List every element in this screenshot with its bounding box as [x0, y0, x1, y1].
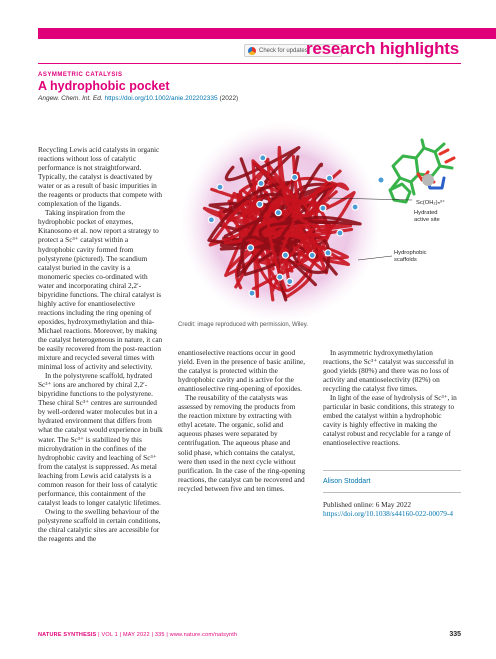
water-dot — [217, 184, 223, 190]
citation — [38, 95, 238, 102]
divider — [323, 492, 461, 493]
water-dot — [248, 245, 254, 251]
paragraph: Recycling Lewis acid catalysts in organic reactions without loss of catalytic performance is not straightforward. Typically, the catalyst is deactivated by water or as a result of basic impurities in the reagents or products that compete with complexation of the ligands. — [38, 145, 163, 209]
header-color-bar — [38, 28, 496, 39]
water-dot — [352, 204, 358, 210]
water-dot — [325, 250, 331, 256]
catalyst-illustration — [178, 118, 461, 331]
body-column-2 — [178, 348, 306, 493]
paragraph: In light of the ease of hydrolysis of Sc³⁺, in particular in basic conditions, this strategy to embed the catalyst within a hydrophobic cavity is highly effective in making the catalyst robust and recyclable for a range of enantioselective reactions. — [323, 393, 457, 448]
citation-journal: Angew. Chem. Int. Ed. — [38, 95, 103, 102]
water-dot — [326, 175, 332, 181]
crossmark-icon — [248, 47, 256, 55]
body-column-3 — [323, 348, 461, 448]
water-dot — [320, 205, 326, 211]
footer-details: | VOL 1 | MAY 2022 | 335 | www.nature.com/natsynth — [96, 632, 238, 638]
body-column-1 — [38, 145, 163, 543]
water-dot — [260, 155, 266, 161]
check-for-updates-label: Check for updates — [259, 47, 308, 54]
free-water-dot — [378, 177, 384, 183]
water-dot — [277, 274, 283, 280]
paragraph: enantioselective reactions occur in good yield. Even in the presence of basic aniline, the catalyst is protected within the hydrophobic cavity and is active for the enantioselective ring-opening of epoxides. — [178, 348, 306, 394]
water-dot — [282, 252, 288, 258]
citation-doi-link[interactable]: https://doi.org/10.1002/anie.202202335 — [104, 95, 218, 102]
water-dot — [249, 290, 255, 296]
scandium-complex — [390, 140, 454, 202]
paragraph: Taking inspiration from the hydrophobic pocket of enzymes, Kitanosono et al. now report a strategy to protect a Sc³⁺ catalyst within a hydrophobic cavity formed from polystyrene (pictured). The scandium catalyst buried in the cavity is a monomeric species co-ordinated with water and incorporating chiral 2,2ʹ-bipyridine functions. The chiral catalyst is highly active for enantioselective reactions including the ring opening of epoxides, hydroxymethylation and thia-Michael reactions. Moreover, by making the catalyst heterogeneous in nature, it can be easily recovered from the post-reaction mixture and recycled several times with minimal loss of activity and selectivity. — [38, 208, 163, 372]
active-site-label-2: active site — [414, 217, 440, 223]
complex-label: Sc(OH₂)ₙ³⁺ — [416, 200, 445, 206]
active-site-label-1: Hydrated — [414, 210, 438, 216]
scaffold-label-2: scaffolds — [394, 257, 417, 263]
article-title: A hydrophobic pocket — [38, 79, 170, 93]
paragraph: Owing to the swelling behaviour of the polystyrene scaffold in certain conditions, the chiral catalytic sites are accessible for the reagents and the — [38, 506, 161, 544]
figure-credit: Credit: image reproduced with permission, Wiley. — [178, 322, 308, 328]
page-footer — [38, 632, 237, 638]
water-dot — [337, 230, 343, 236]
divider — [323, 470, 461, 471]
section-title: research highlights — [305, 39, 459, 58]
article-category: ASYMMETRIC CATALYSIS — [38, 72, 123, 78]
footer-journal: NATURE SYNTHESIS — [38, 632, 97, 638]
water-dot — [287, 279, 293, 285]
water-dot — [275, 210, 281, 216]
page-number: 335 — [449, 631, 461, 638]
citation-year: (2022) — [219, 95, 239, 102]
author-name: Alison Stoddart — [323, 478, 371, 485]
water-dot — [292, 174, 298, 180]
scaffold-label-1: Hydrophobic — [394, 250, 427, 256]
header — [38, 40, 461, 64]
paragraph: The reusability of the catalysts was assessed by removing the products from the reaction mixture by extracting with ethyl acetate. The organic, solid and aqueous phases were separated by centrifugation. The aqueous phase and solid phase, which contains the catalyst, were then used in the next cycle without purification. In the case of the ring-opening reactions, the catalyst can be recovered and recycled between five and ten times. — [178, 393, 306, 493]
article-doi-link[interactable]: https://doi.org/10.1038/s44160-022-00079-4 — [323, 509, 453, 519]
publication-info — [323, 500, 453, 518]
published-date: Published online: 6 May 2022 — [323, 500, 411, 509]
water-dot — [258, 180, 264, 186]
paragraph: In asymmetric hydroxymethylation reactions, the Sc³⁺ catalyst was successful in good yields (80%) and there was no loss of activity and enantioselectivity (82%) on recycling the catalyst five times. — [323, 348, 454, 394]
water-dot — [257, 201, 263, 207]
water-dot — [309, 252, 315, 258]
paragraph: In the polystyrene scaffold, hydrated Sc³⁺ ions are anchored by chiral 2,2ʹ-bipyridine functions to the polystyrene. These chiral Sc³⁺ centres are surrounded by well-ordered water molecules but in a hydrated environment that differs from what the catalyst would experience in bulk water. The Sc³⁺ is stabilized by this microhydration in the confines of the hydrophobic cavity and leaching of Sc³⁺ from the catalyst is suppressed. As metal leaching from Lewis acid catalysts is a common reason for their loss of catalytic performance, this containment of the catalyst leads to longer catalytic lifetimes. — [38, 371, 163, 507]
water-dot — [208, 217, 214, 223]
